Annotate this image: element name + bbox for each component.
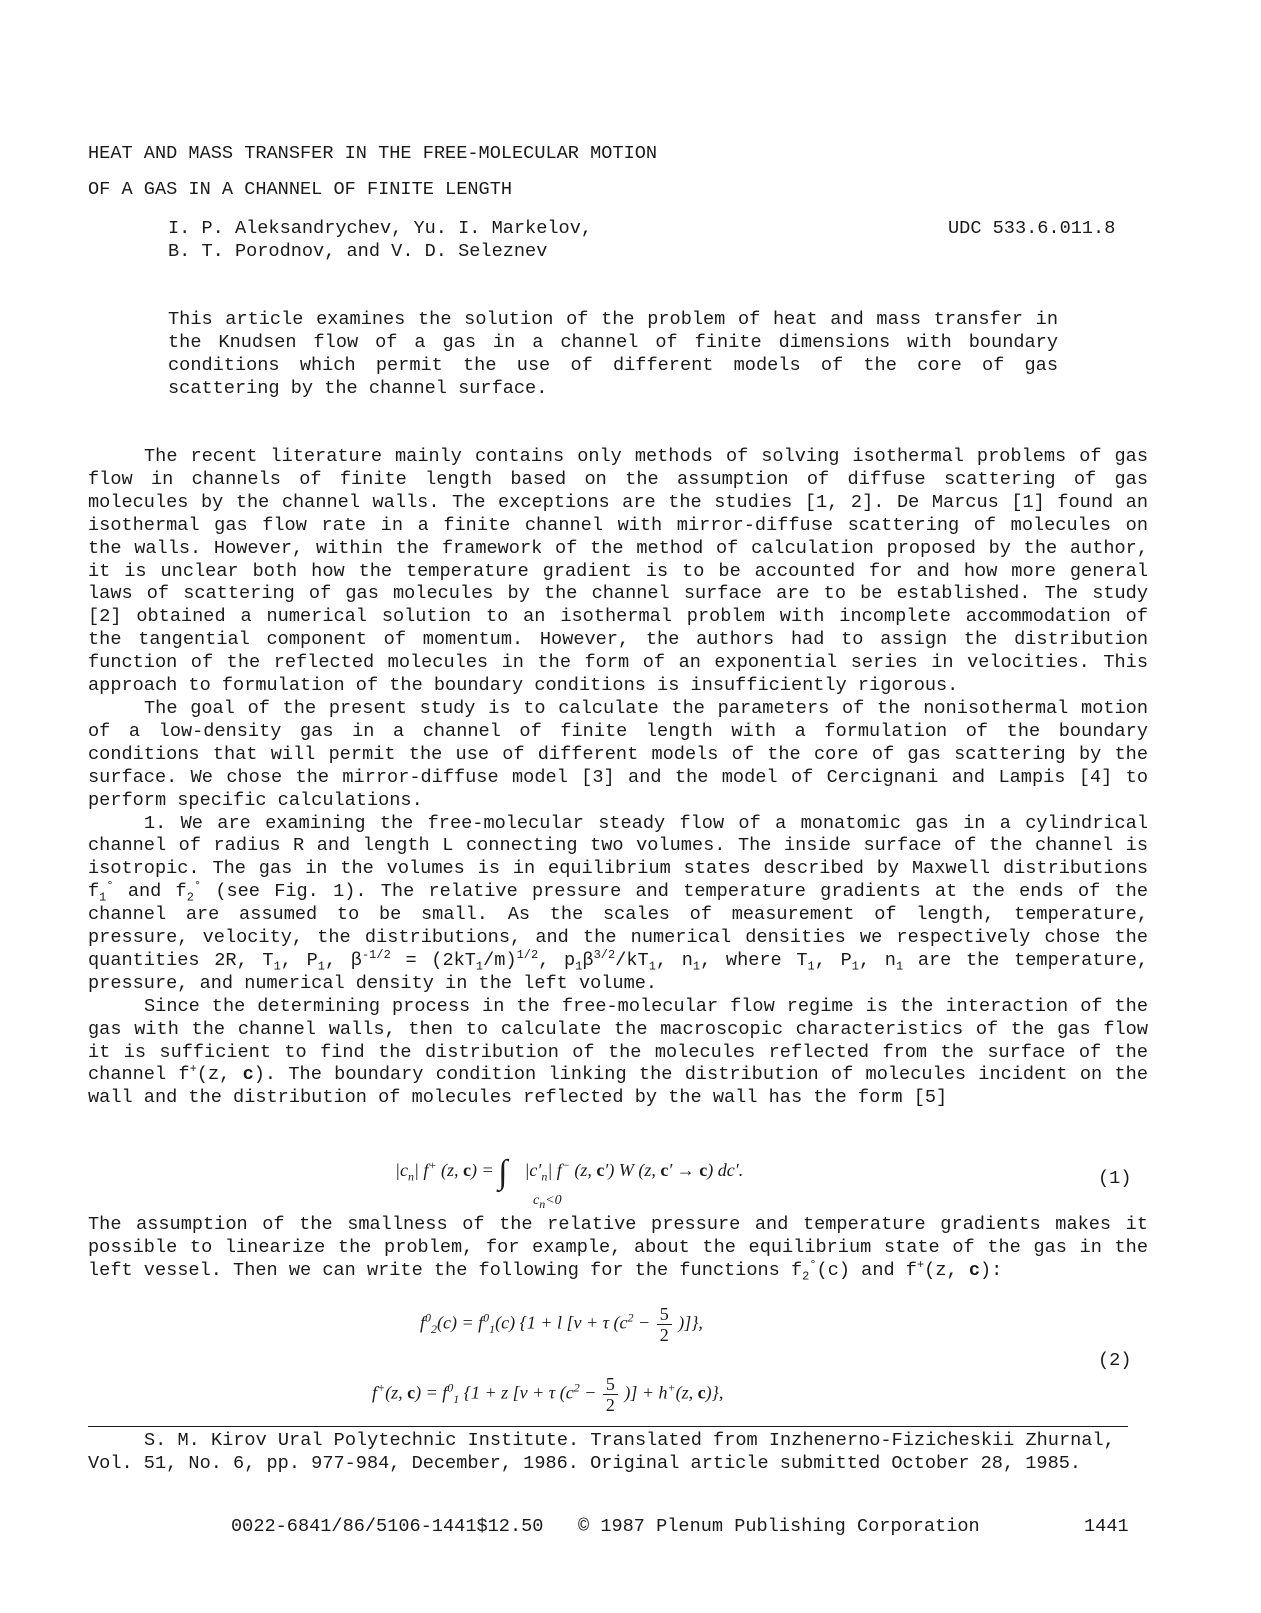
equation-2a: $f^0_2(c) = f^0_1(c) \{1 + l$ [v + τ ($c^2$ − $\frac{5}{2}$ )]},: [420, 1304, 703, 1345]
paragraph-boundary-condition: Since the determining process in the free-molecular flow regime is the interaction of the gas with the channel walls, then to calculate the macroscopic characteristics of the gas flow it is sufficient to find the distribution of the molecules reflected from the surface of the channel f+(z, c). The boundary condition linking the distribution of molecules incident on the wall and the distribution of molecules reflected by the wall has the form [5]: [88, 995, 1148, 1109]
equation-1: $|c_n|$ f+ (z, c) = ∫ $|c'_n|$ f− (z, c′) W (z, c′ → c) dc′.: [395, 1154, 744, 1191]
equation-2b: f+(z, $c) = f^0_1$ {1 + z [v + τ ($c^2$ − $\frac{5}{2}$ )] + h+(z, c)},: [372, 1374, 724, 1415]
paragraph-goal: The goal of the present study is to calculate the parameters of the nonisothermal motion of a low-density gas in a channel of finite length with a formulation of the boundary conditions that will permit the use of different models of the core of gas scattering by the surface. We chose the mirror-diffuse model [3] and the model of Cercignani and Lampis [4] to perform specific calculations.: [88, 697, 1148, 811]
abstract-text: This article examines the solution of the problem of heat and mass transfer in the Knudsen flow of a gas in a channel of finite dimensions with boundary conditions which permit the use of different models of the core of gas scattering by the channel surface.: [168, 309, 1058, 399]
body-block-2: [88, 1214, 1148, 1283]
footnote-line-1: S. M. Kirov Ural Polytechnic Institute. Translated from Inzhenerno-Fizicheskii Zhurnal,: [144, 1430, 1115, 1451]
abstract: [168, 309, 1058, 401]
copyright-notice: © 1987 Plenum Publishing Corporation: [578, 1516, 980, 1537]
fraction-five-halves: $\frac{5}{2}$: [603, 1374, 618, 1415]
integral-sign: ∫: [498, 1154, 508, 1191]
paragraph-linearization: The assumption of the smallness of the relative pressure and temperature gradients makes it possible to linearize the problem, for example, about the equilibrium state of the gas in the left vessel. Then we can write the following for the functions $f_2^\circ(c)$ and f+(z, c):: [88, 1214, 1148, 1284]
fraction-five-halves: $\frac{5}{2}$: [657, 1304, 672, 1345]
title-line-1: HEAT AND MASS TRANSFER IN THE FREE-MOLECULAR MOTION: [88, 143, 658, 164]
equation-2-number: (2): [1098, 1350, 1132, 1371]
integral-limit: $c_n<0$: [533, 1193, 562, 1211]
footnote-rule: [88, 1426, 1128, 1427]
equation-1-number: (1): [1098, 1168, 1132, 1189]
paragraph-problem-statement: 1. We are examining the free-molecular steady flow of a monatomic gas in a cylindrical channel of radius R and length L connecting two volumes. The inside surface of the channel is isotropic. The gas in the volumes is in equilibrium states described by Maxwell distributions $f_1^\circ$ and $f_2^\circ$ (see Fig. 1). The relative pressure and temperature gradients at the ends of the channel are assumed to be small. As the scales of measurement of length, temperature, pressure, velocity, the distributions, and the numerical densities we respectively chose the quantities 2R, $T_1$, $P_1$, $\beta^{-1/2} = (2kT_1/m)^{1/2}$, $p_1\beta^{3/2}/kT_1$, $n_1$, where $T_1$, $P_1$, $n_1$ are the temperature, pressure, and numerical density in the left volume.: [88, 812, 1149, 994]
page-number: 1441: [1084, 1516, 1129, 1537]
authors-line-1: I. P. Aleksandrychev, Yu. I. Markelov,: [168, 218, 593, 239]
author-list: [168, 218, 592, 264]
title-line-2: OF A GAS IN A CHANNEL OF FINITE LENGTH: [88, 179, 513, 200]
paragraph-literature: The recent literature mainly contains only methods of solving isothermal problems of gas flow in channels of finite length based on the assumption of diffuse scattering of gas molecules by the channel walls. The exceptions are the studies [1, 2]. De Marcus [1] found an isothermal gas flow rate in a finite channel with mirror-diffuse scattering of molecules on the walls. However, within the framework of the method of calculation proposed by the author, it is unclear both how the temperature gradient is to be accounted for and how more general laws of scattering of gas molecules by the channel surface are to be established. The study [2] obtained a numerical solution to an isothermal problem with incomplete accommodation of the tangential component of momentum. However, the authors had to assign the distribution function of the reflected molecules in the form of an exponential series in velocities. This approach to formulation of the boundary conditions is insufficiently rigorous.: [88, 446, 1148, 697]
footnote: [88, 1430, 1115, 1476]
journal-code: 0022-6841/86/5106-1441$12.50: [231, 1516, 544, 1537]
body-block-1: [88, 446, 1148, 1110]
article-title: [88, 136, 657, 208]
footnote-line-2: Vol. 51, No. 6, pp. 977-984, December, 1986. Original article submitted October 28, 1985.: [88, 1452, 1082, 1474]
authors-line-2: B. T. Porodnov, and V. D. Seleznev: [168, 240, 548, 262]
udc-code: UDC 533.6.011.8: [948, 218, 1116, 239]
